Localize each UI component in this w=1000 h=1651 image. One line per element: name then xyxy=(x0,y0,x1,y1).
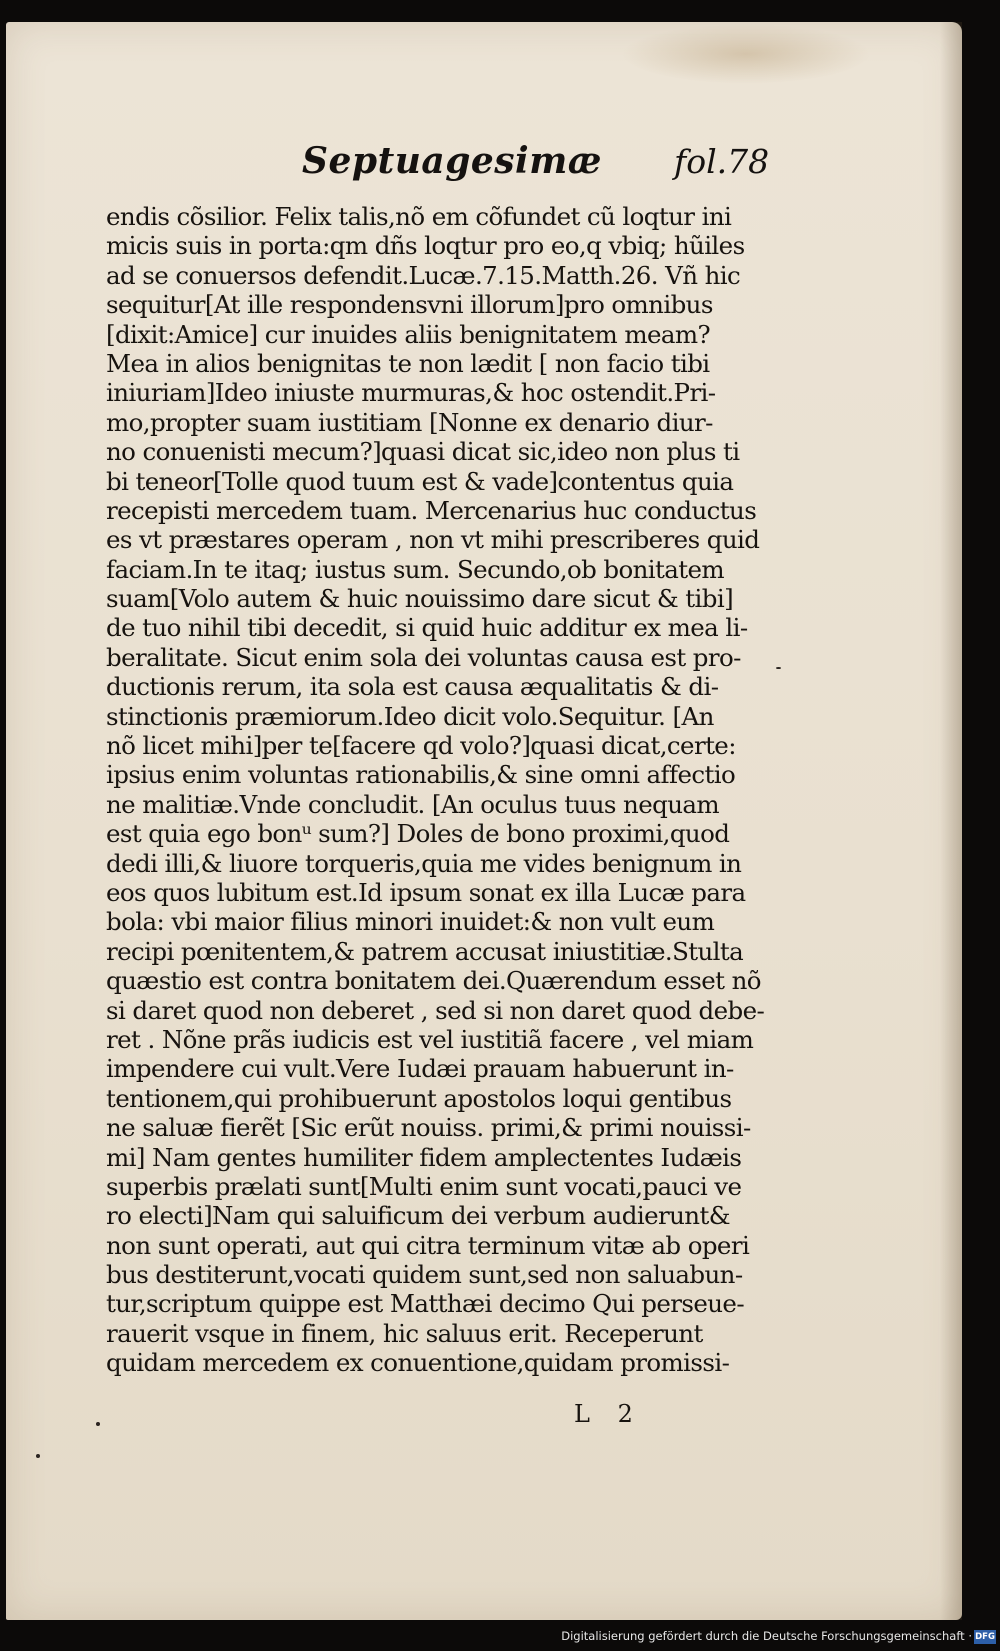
text-line: recipi pœnitentem,& patrem accusat iniustitiæ.Stulta xyxy=(106,936,744,966)
text-line: nõ licet mihi]per te[facere qd volo?]quasi dicat,certe: xyxy=(106,731,736,761)
paper-stain xyxy=(621,24,871,84)
text-line: dedi illi,& liuore torqueris,quia me vides benignum in xyxy=(106,848,742,878)
text-line: suam[Volo autem & huic nouissimo dare sicut & tibi] xyxy=(106,584,734,614)
text-line: bus destiterunt,vocati quidem sunt,sed non saluabun- xyxy=(106,1260,743,1290)
text-line: est quia ego bonᵘ sum?] Doles de bono proximi,quod xyxy=(106,819,730,849)
text-line: ipsius enim voluntas rationabilis,& sine omni affectio xyxy=(106,760,736,790)
text-line: stinctionis præmiorum.Ideo dicit volo.Sequitur. [An xyxy=(106,701,714,731)
text-line: [dixit:Amice] cur inuides aliis benignitatem meam? xyxy=(106,319,711,349)
text-line: ductionis rerum, ita sola est causa æqualitatis & di- xyxy=(106,672,719,702)
running-head: Septuagesimæ xyxy=(302,140,602,182)
text-line: ad se conuersos defendit.Lucæ.7.15.Matth.26. Vñ hic xyxy=(106,260,741,290)
text-line: mi] Nam gentes humiliter fidem amplectentes Iudæis xyxy=(106,1142,742,1172)
text-line: mo,propter suam iustitiam [Nonne ex denario diur- xyxy=(106,407,713,437)
text-line: beralitate. Sicut enim sola dei voluntas causa est pro- xyxy=(106,642,741,672)
book-page xyxy=(6,22,962,1620)
text-line: Mea in alios benignitas te non lædit [ non facio tibi xyxy=(106,348,710,378)
text-line: rauerit vsque in finem, hic saluus erit. Receperunt xyxy=(106,1318,703,1348)
ink-speck xyxy=(776,667,781,669)
text-line: ret . Nõne prãs iudicis est vel iustitiã facere , vel miam xyxy=(106,1024,754,1054)
text-line: quidam mercedem ex conuentione,quidam promissi- xyxy=(106,1348,730,1378)
text-line: superbis prælati sunt[Multi enim sunt vocati,pauci ve xyxy=(106,1171,742,1201)
digitization-credit: Digitalisierung gefördert durch die Deutsche Forschungsgemeinschaft · xyxy=(561,1629,972,1643)
text-line: endis cõsilior. Felix talis,nõ em cõfundet cũ loqtur ini xyxy=(106,202,732,231)
text-line: eos quos lubitum est.Id ipsum sonat ex illa Lucæ para xyxy=(106,877,746,907)
text-line: quæstio est contra bonitatem dei.Quærendum esset nõ xyxy=(106,966,761,996)
text-line: si daret quod non deberet , sed si non daret quod debe- xyxy=(106,995,765,1025)
folio-number: fol.78 xyxy=(674,142,770,181)
ink-speck xyxy=(36,1454,40,1458)
text-line: faciam.In te itaq; iustus sum. Secundo,ob bonitatem xyxy=(106,554,725,584)
page-header xyxy=(6,140,962,190)
ink-speck xyxy=(96,1422,100,1426)
text-line: es vt præstares operam , non vt mihi prescriberes quid xyxy=(106,525,760,555)
text-line: micis suis in porta:qm dñs loqtur pro eo,q vbiq; hũiles xyxy=(106,231,745,261)
text-line: no conuenisti mecum?]quasi dicat sic,ideo non plus ti xyxy=(106,437,740,467)
text-line: ro electi]Nam qui saluificum dei verbum audierunt& xyxy=(106,1201,730,1231)
text-line: bola: vbi maior filius minori inuidet:& non vult eum xyxy=(106,907,715,937)
text-line: non sunt operati, aut qui citra terminum vitæ ab operi xyxy=(106,1230,750,1260)
text-line: ne malitiæ.Vnde concludit. [An oculus tuus nequam xyxy=(106,789,720,819)
text-line: ne saluæ fierẽt [Sic erũt nouiss. primi,& primi nouissi- xyxy=(106,1113,751,1143)
text-line: iniuriam]Ideo iniuste murmuras,& hoc ostendit.Pri- xyxy=(106,378,716,408)
body-text xyxy=(106,202,768,1378)
text-line: sequitur[At ille respondensvni illorum]pro omnibus xyxy=(106,290,713,320)
text-line: recepisti mercedem tuam. Mercenarius huc conductus xyxy=(106,495,757,525)
text-line: tur,scriptum quippe est Matthæi decimo Qui perseue- xyxy=(106,1289,744,1319)
text-line: tentionem,qui prohibuerunt apostolos loqui gentibus xyxy=(106,1083,732,1113)
dfg-logo: DFG xyxy=(975,1632,995,1642)
text-line: bi teneor[Tolle quod tuum est & vade]contentus quia xyxy=(106,466,734,496)
footer-strip xyxy=(0,1620,1000,1651)
signature-mark: L 2 xyxy=(574,1400,643,1428)
page-edge-shadow xyxy=(940,22,962,1620)
text-line: de tuo nihil tibi decedit, si quid huic additur ex mea li- xyxy=(106,613,748,643)
text-line: impendere cui vult.Vere Iudæi prauam habuerunt in- xyxy=(106,1054,734,1084)
